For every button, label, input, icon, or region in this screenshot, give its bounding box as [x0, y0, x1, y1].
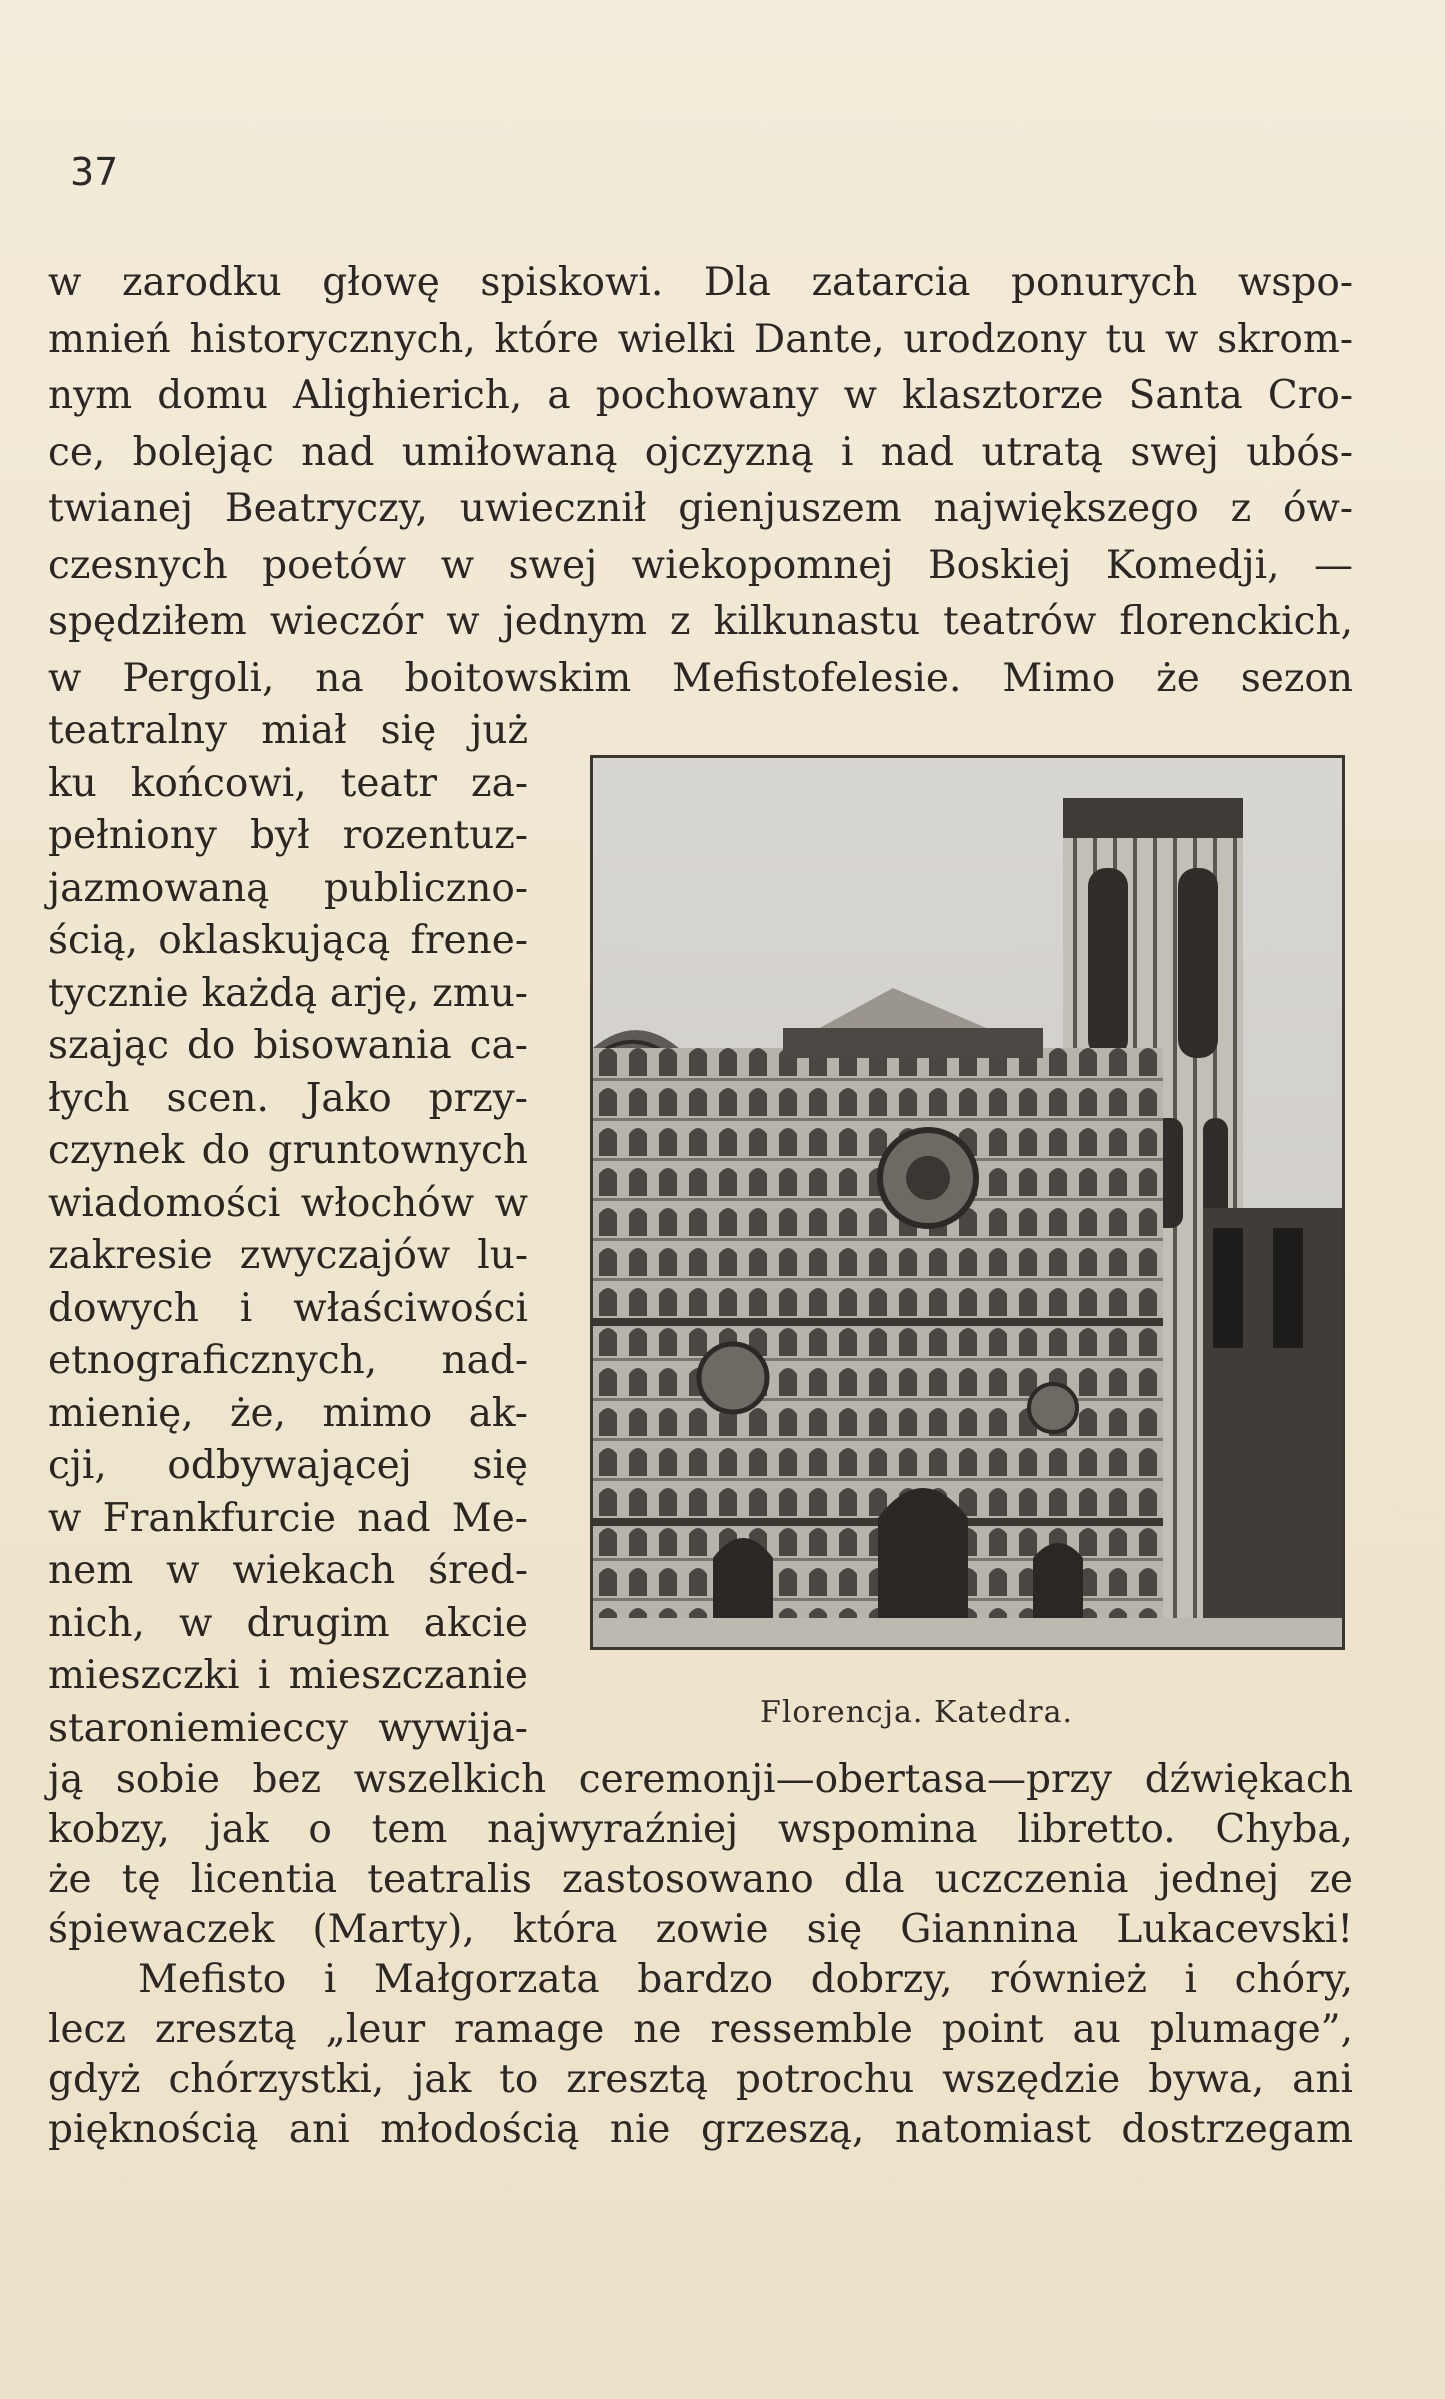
figure [590, 755, 1345, 1655]
text-line: cji, odbywającej się [48, 1443, 528, 1488]
page-number: 37 [70, 150, 119, 194]
text-line: teatralny miał się już [48, 708, 528, 753]
text-line: w Frankfurcie nad Me- [48, 1495, 528, 1541]
text-line: w Pergoli, na boitowskim Mefistofelesie. Mimo że sezon [48, 655, 1353, 701]
figure-caption: Florencja. Katedra. [760, 1695, 1074, 1730]
text-line: czesnych poetów w swej wiekopomnej Boskiej Komedji, — [48, 542, 1353, 588]
text-line: szając do bisowania ca- [48, 1023, 528, 1068]
text-line: ce, bolejąc nad umiłowaną ojczyzną i nad utratą swej ubós- [48, 429, 1353, 475]
cathedral-illustration [593, 758, 1342, 1647]
text-line: ścią, oklaskującą frene- [48, 918, 528, 963]
text-line: ją sobie bez wszelkich ceremonji—obertasa—przy dźwiękach [48, 1757, 1353, 1802]
text-line: mieszczki i mieszczanie [48, 1653, 528, 1698]
text-line: pełniony był rozentuz- [48, 813, 528, 858]
text-line: ku końcowi, teatr za- [48, 760, 528, 806]
top-paragraph [48, 255, 1353, 707]
text-line: twianej Beatryczy, uwiecznił gienjuszem największego z ów- [48, 486, 1353, 531]
text-line: zakresie zwyczajów lu- [48, 1233, 528, 1278]
text-line: nym domu Alighierich, a pochowany w klasztorze Santa Cro- [48, 373, 1353, 418]
text-line: pięknością ani młodością nie grzeszą, natomiast dostrzegam [48, 2107, 1353, 2152]
text-line: mienię, że, mimo ak- [48, 1390, 528, 1436]
text-line: tycznie każdą arję, zmu- [48, 970, 528, 1016]
text-line: etnograficznych, nad- [48, 1338, 528, 1383]
text-line: Mefisto i Małgorzata bardzo dobrzy, również i chóry, [138, 1957, 1353, 2002]
text-line: nem w wiekach śred- [48, 1548, 528, 1593]
text-line: kobzy, jak o tem najwyraźniej wspomina libretto. Chyba, [48, 1807, 1353, 1852]
text-line: lecz zresztą „leur ramage ne ressemble point au plumage”, [48, 2007, 1353, 2052]
text-line: wiadomości włochów w [48, 1180, 528, 1226]
text-line: spędziłem wieczór w jednym z kilkunastu teatrów florenckich, [48, 599, 1353, 644]
text-line: łych scen. Jako przy- [48, 1075, 528, 1121]
text-line: dowych i właściwości [48, 1285, 528, 1331]
bottom-paragraph [48, 1755, 1353, 2155]
cathedral-photo [590, 755, 1345, 1650]
text-line: jazmowaną publiczno- [48, 865, 528, 911]
text-line: w zarodku głowę spiskowi. Dla zatarcia ponurych wspo- [48, 260, 1353, 305]
text-line: czynek do gruntownych [48, 1128, 528, 1173]
text-line: że tę licentia teatralis zastosowano dla uczczenia jednej ze [48, 1857, 1353, 1902]
text-line: śpiewaczek (Marty), która zowie się Giannina Lukacevski! [48, 1907, 1353, 1952]
text-line: staroniemieccy wywija- [48, 1705, 528, 1751]
text-line: mnień historycznych, które wielki Dante, urodzony tu w skrom- [48, 316, 1353, 362]
text-line: gdyż chórzystki, jak to zresztą potrochu wszędzie bywa, ani [48, 2057, 1353, 2102]
text-line: nich, w drugim akcie [48, 1600, 528, 1646]
side-column-text [48, 705, 528, 1755]
